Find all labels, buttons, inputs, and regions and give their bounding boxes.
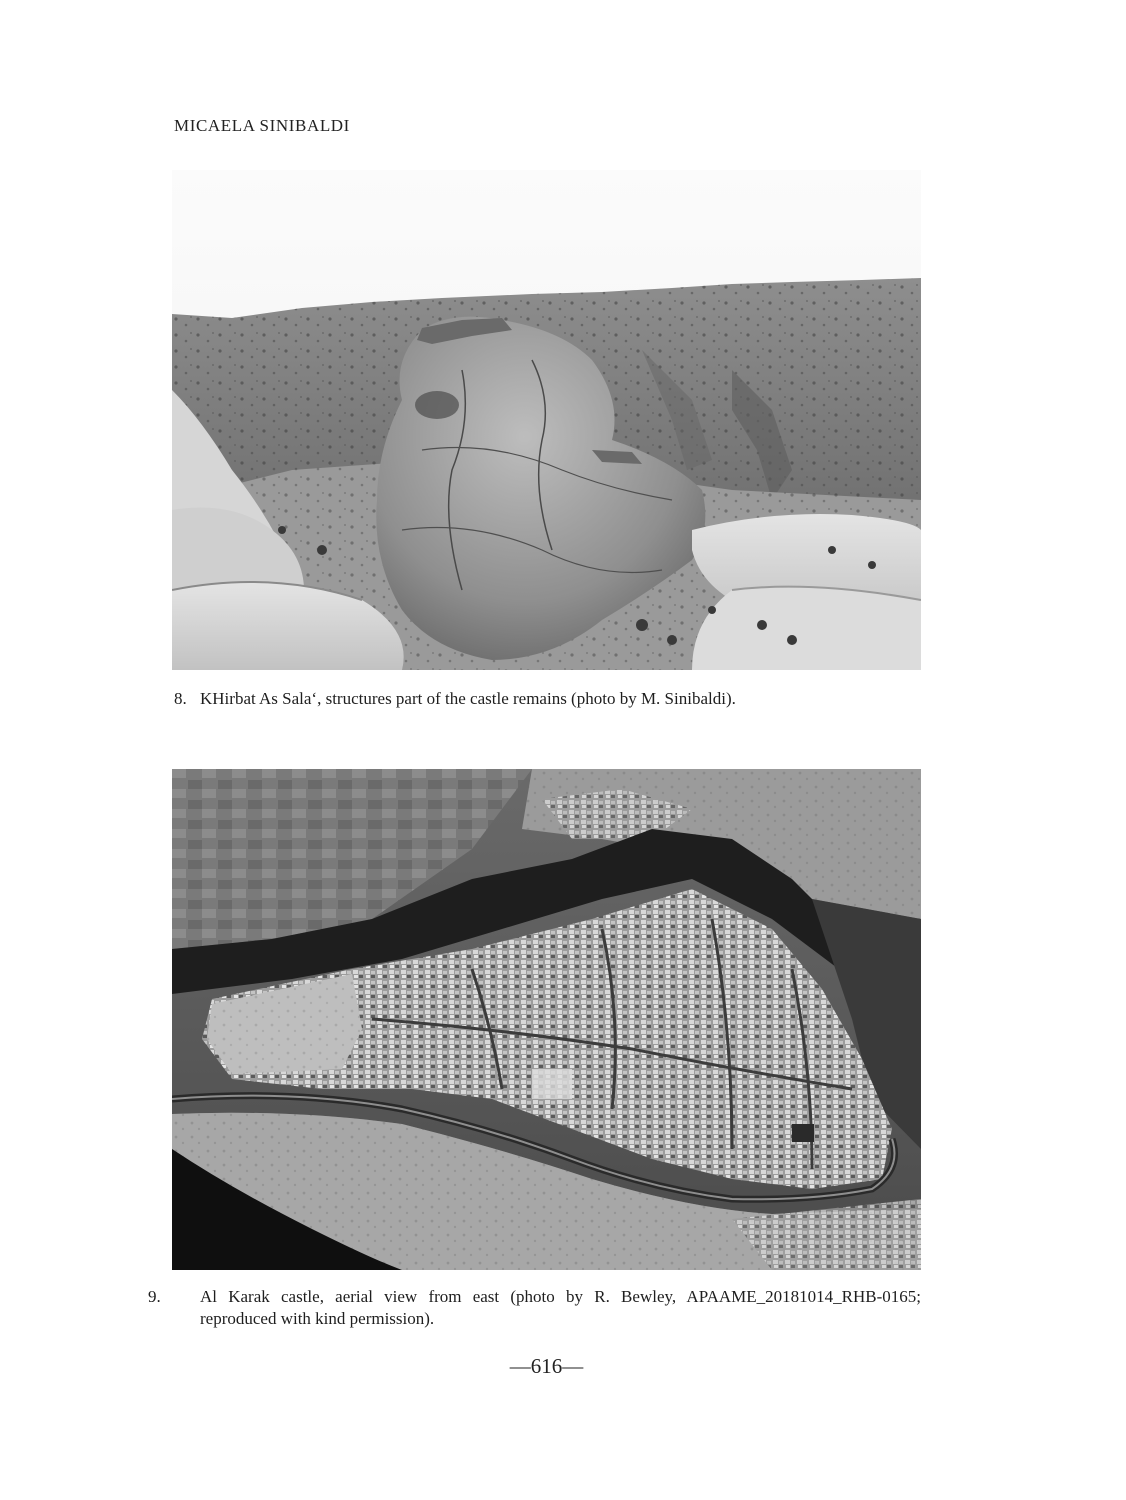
figure-8-number: 8. <box>174 689 187 708</box>
figure-8-photo <box>172 170 921 670</box>
figure-8-caption <box>174 688 921 710</box>
page-number: —616— <box>509 1354 584 1378</box>
figure-9-photo <box>172 769 921 1270</box>
running-head-author: MICAELA SINIBALDI <box>174 116 350 135</box>
figure-8-caption-text: KHirbat As Sala‘, structures part of the castle remains (photo by M. Sinibaldi). <box>200 689 736 708</box>
figure-9-caption-text: Al Karak castle, aerial view from east (photo by R. Bewley, APAAME_20181014_RHB-0165; reproduced with kind permission). <box>200 1287 921 1328</box>
figure-9-number: 9. <box>148 1287 161 1306</box>
figure-9-caption <box>148 1286 921 1330</box>
